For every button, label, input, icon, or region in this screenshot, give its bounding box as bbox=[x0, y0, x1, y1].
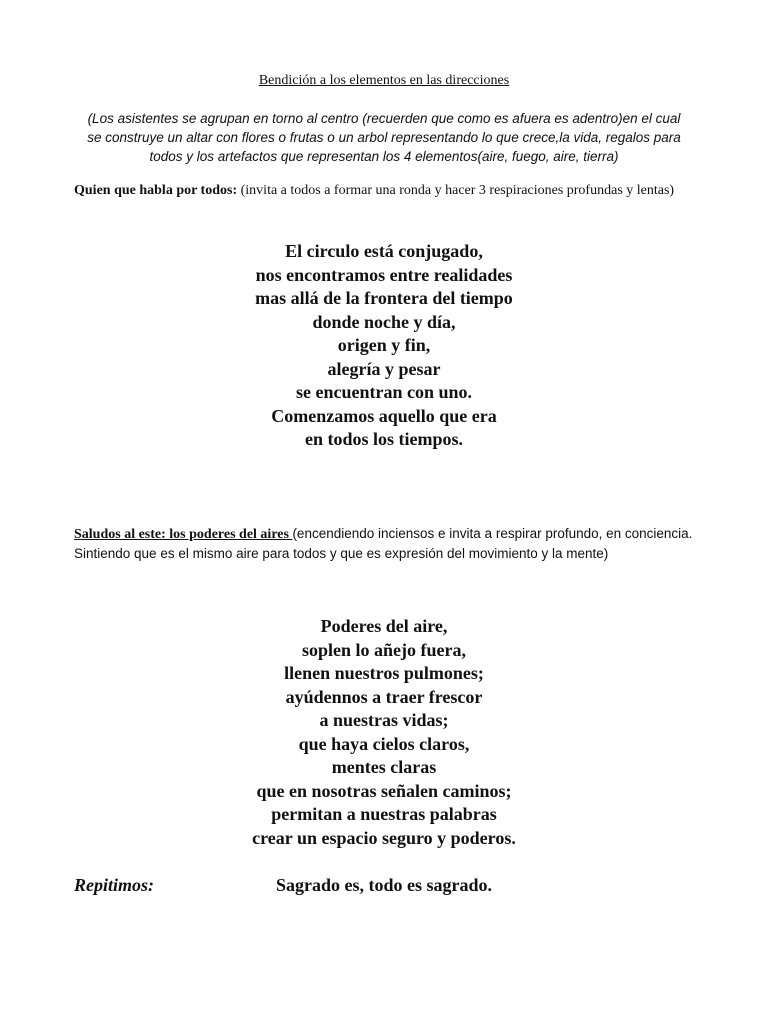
east-section-instruction: (encendiendo inciensos e invita a respirar profundo, en conciencia. Sintiendo que es el mismo aire para todos y que es expresión del movimiento y la mente) bbox=[74, 526, 693, 561]
poem-line: que haya cielos claros, bbox=[298, 733, 470, 754]
repeat-row bbox=[0, 875, 768, 903]
poem-line: Poderes del aire, bbox=[320, 616, 448, 636]
poem-line: origen y fin, bbox=[337, 335, 431, 355]
poem-line: soplen lo añejo fuera, bbox=[302, 639, 466, 660]
poem-line: en todos los tiempos. bbox=[304, 429, 463, 449]
intro-line: (Los asistentes se agrupan en torno al centro (recuerden que como es afuera es adentro)en el cual bbox=[87, 111, 681, 126]
poem-line: Comenzamos aquello que era bbox=[271, 405, 497, 426]
intro-line: se construye un altar con flores o frutas o un arbol representando lo que crece,la vida, regalos para bbox=[87, 130, 681, 145]
opening-poem bbox=[0, 240, 768, 452]
poem-line: permitan a nuestras palabras bbox=[271, 804, 497, 824]
speaker-instruction: (invita a todos a formar una ronda y hacer 3 respiraciones profundas y lentas) bbox=[237, 183, 675, 198]
poem-line: mentes claras bbox=[331, 757, 437, 777]
repeat-text: Sagrado es, todo es sagrado. bbox=[275, 875, 492, 895]
repeat-label: Repitimos: bbox=[74, 875, 154, 895]
poem-line: crear un espacio seguro y poderos. bbox=[252, 827, 516, 848]
poem-line: ayúdennos a traer frescor bbox=[285, 686, 483, 707]
poem-line: nos encontramos entre realidades bbox=[255, 264, 513, 285]
east-section-heading: Saludos al este: los poderes del aires bbox=[74, 527, 293, 542]
speaker-label: Quien que habla por todos: bbox=[74, 183, 238, 198]
document-title: Bendición a los elementos en las direcciones bbox=[258, 73, 510, 88]
speaker-paragraph bbox=[74, 181, 704, 200]
poem-line: llenen nuestros pulmones; bbox=[284, 663, 484, 683]
poem-line: a nuestras vidas; bbox=[319, 710, 449, 730]
intro-line: todos y los artefactos que representan los 4 elementos(aire, fuego, aire, tierra) bbox=[149, 149, 619, 164]
poem-line: donde noche y día, bbox=[312, 311, 456, 332]
east-section-paragraph bbox=[74, 524, 704, 564]
poem-line: alegría y pesar bbox=[327, 358, 441, 379]
poem-line: El circulo está conjugado, bbox=[285, 241, 483, 261]
poem-line: mas allá de la frontera del tiempo bbox=[255, 288, 513, 308]
poem-line: se encuentran con uno. bbox=[295, 382, 472, 402]
air-poem bbox=[0, 615, 768, 850]
poem-line: que en nosotras señalen caminos; bbox=[256, 780, 512, 801]
intro-paragraph bbox=[60, 109, 708, 166]
